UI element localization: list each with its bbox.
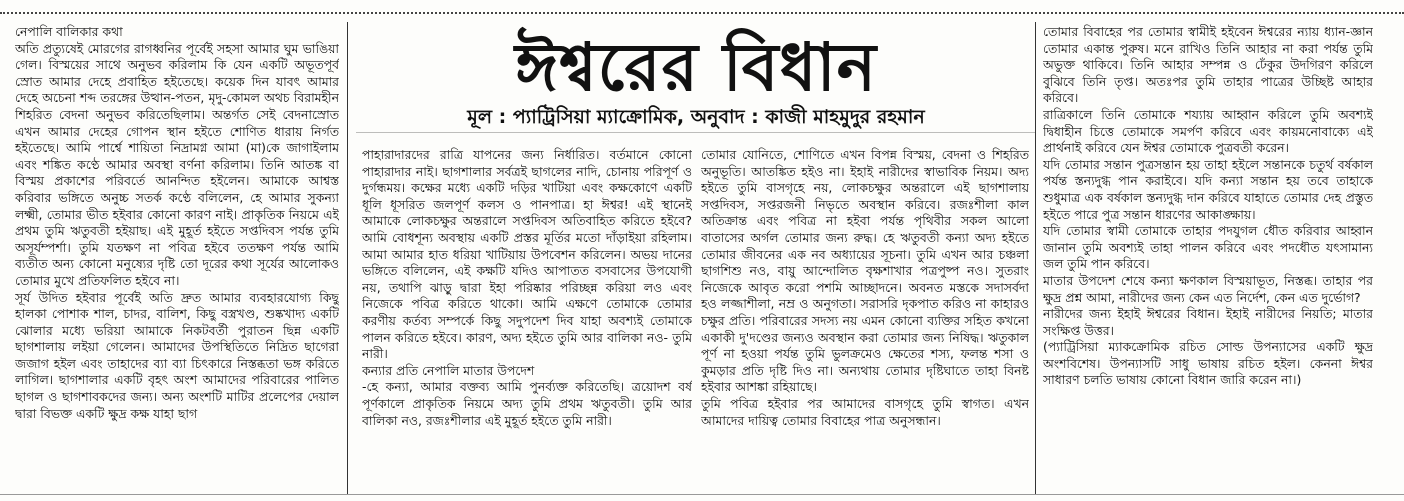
body-paragraph: (প্যাট্রিসিয়া ম্যাকক্রোমিক রচিত সোল্ড উপন্যাসের একটি ক্ষুদ্র অংশবিশেষ। উপন্যাসটি সাধু ভাষায় রচিত হইল। কেননা ঈশ্বর সাধারণ চলতি ভাষায় কোনো বিধান জারি করেন না।): [1043, 339, 1373, 388]
body-paragraph: অতি প্রত্যুষেই মোরগের রাগধ্বনির পূর্বেই সহসা আমার ঘুম ভাঙিয়া গেল। বিস্ময়ের সাথে অনুভব করিলাম কি যেন একটি অভূতপূর্ব স্রোত আমার দেহে প্রবাহিত হইতেছে। কয়েক দিন যাবৎ আমার দেহে অচেনা শব্দ তরঙ্গের উত্থান-পতন, মৃদু-কোমল অথচ বিরামহীন শিহরিত বেদনা অনুভব করিতেছিলাম। অন্তর্গত সেই বেদনাস্রোত এখন আমার দেহের গোপন স্থান হইতে শোণিত ধারায় নির্গত হইতেছে। আমি পার্শ্বে শায়িতা নিদ্রামগ্ন আমা (মা)কে জাগাইলাম এবং শঙ্কিত কণ্ঠে আমার অবস্থা বর্ণনা করিলাম। তিনি আতঙ্ক বা বিস্ময় প্রকাশের পরিবর্তে আনন্দিত হইলেন। আমাকে আশ্বস্ত করিবার ভঙ্গিতে অনুচ্চ সতর্ক কণ্ঠে বলিলেন, হে আমার সুকন্যা লক্ষ্মী, তোমার ভীত হইবার কোনো কারণ নাই। প্রাকৃতিক নিয়মে এই প্রথম তুমি ঋতুবতী হইয়াছ। এই মুহূর্ত হইতে সপ্তদিবস পর্যন্ত তুমি অসূর্যম্পর্শা। তুমি যতক্ষণ না পবিত্র হইবে ততক্ষণ পর্যন্ত আমি ব্যতীত অন্য কোনো মনুষ্যের দৃষ্টি তো দূরের কথা সূর্যের আলোকও তোমার মুখে প্রতিফলিত হইবে না।: [15, 40, 339, 288]
article-title: ঈশ্বরের বিধান: [514, 28, 877, 106]
top-dotted-rule: [0, 12, 1404, 14]
article-byline: মূল : প্যাট্রিসিয়া ম্যাক্রোমিক, অনুবাদ : কাজী মাহমুদুর রহমান: [467, 106, 925, 128]
column-2: [362, 147, 692, 487]
body-paragraph: তুমি পবিত্র হইবার পর আমাদের বাসগৃহে তুমি স্বাগত। এখন আমাদের দায়িত্ব তোমার বিবাহের পাত্র অনুসন্ধান।: [701, 395, 1029, 428]
column-1: [15, 24, 339, 494]
body-paragraph: যদি তোমার সন্তান পুত্রসন্তান হয় তাহা হইলে সন্তানকে চতুর্থ বর্ষকাল পর্যন্ত স্তন্যদুগ্ধ পান করাইবে। যদি কন্যা সন্তান হয় তবে তাহাকে শুধুমাত্র এক বর্ষকাল স্তন্যদুগ্ধ দান করিবে যাহাতে তোমার দেহ প্রস্তুত হইতে পারে পুত্র সন্তান ধারণের আকাঙ্ক্ষায়।: [1043, 156, 1373, 222]
body-paragraph: নারীদের জন্য ইহাই ঈশ্বরের বিধান। ইহাই নারীদের নিয়তি; মাতার সংক্ষিপ্ত উত্তর।: [1043, 306, 1373, 338]
bottom-rule: [0, 494, 1404, 495]
body-paragraph: তোমার যোনিতে, শোণিতে এখন বিপন্ন বিস্ময়, বেদনা ও শিহরিত অনুভূতি। আতঙ্কিত হইও না। ইহাই নারীদের স্বাভাবিক নিয়ম। অদ্য হইতে তুমি বাসগৃহে নয়, লোকচক্ষুর অন্তরালে এই ছাগশালায় সপ্তদিবস, সপ্তরজনী নিভৃতে অবস্থান করিবে। রজঃশীলা কাল অতিক্রান্ত এবং পবিত্র না হইবা পর্যন্ত পৃথিবীর সকল আলো বাতাসের অর্গল তোমার জন্য রুদ্ধ। হে ঋতুবতী কন্যা অদ্য হইতে তোমার জীবনের এক নব অধ্যায়ের সূচনা। তুমি এখন আর চঞ্চলা ছাগশিশু নও, বায়ু আন্দোলিত বৃক্ষশাখার পত্রপুষ্প নও। সুতরাং নিজেকে আবৃত করো পশমি আচ্ছাদনে। অবনত মস্তকে সদাসর্বদা হও লজ্জাশীলা, নম্র ও অনুগতা। সরাসরি দৃকপাত করিও না কাহারও চক্ষুর প্রতি। পরিবারের সদস্য নয় এমন কোনো ব্যক্তির সহিত কখনো একাকী দু'দণ্ডের জন্যও অবস্থান করা তোমার জন্য নিষিদ্ধ। ঋতুকাল পূর্ণ না হওয়া পর্যন্ত তুমি ভুলক্রমেও ক্ষেতের শস্য, ফলন্ত শসা ও কুমড়ার প্রতি দৃষ্টি দিও না। অন্যথায় তোমার দৃষ্টিঘাতে তাহা বিনষ্ট হইবার আশঙ্কা রহিয়াছে।: [701, 147, 1029, 395]
body-paragraph: যদি তোমার স্বামী তোমাকে তাহার পদযুগল ধৌত করিবার আহ্বান জানান তুমি অবশ্যই তাহা পালন করিবে এবং পদধৌত যৎসামান্য জল তুমি পান করিবে।: [1043, 223, 1373, 272]
body-paragraph: মাতার উপদেশ শেষে কন্যা ক্ষণকাল বিস্ময়াভূত, নিস্তব্ধ। তাহার পর ক্ষুদ্র প্রশ্ন আমা, নারীদের জন্য কেন এত নির্দেশ, কেন এত দুর্ভোগ?: [1043, 272, 1373, 305]
body-paragraph: তোমার বিবাহের পর তোমার স্বামীই হইবেন ঈশ্বরের ন্যায় ধ্যান-জ্ঞান তোমার একান্ত পুরুষ। মনে রাখিও তিনি আহার না করা পর্যন্ত তুমি অভুক্ত থাকিবে। তিনি আহার সম্পন্ন ও ঢেঁকুর উদগিরণ করিলে বুঝিবে তিনি তৃপ্ত। অতঃপর তুমি তাহার পাত্রের উচ্ছিষ্ট আহার করিবে।: [1043, 24, 1373, 106]
body-paragraph: সূর্য উদিত হইবার পূর্বেই অতি দ্রুত আমার ব্যবহারযোগ্য কিছু হালকা পোশাক শাল, চাদর, বালিশ, কিছু বস্ত্রখণ্ড, শুষ্কখাদ্য একটি ঝোলার মধ্যে ভরিয়া আমাকে নিকটবর্তী পুরাতন ছিন্ন একটি ছাগশালায় লইয়া গেলেন। আমাদের উপস্থিতিতে নিদ্রিত ছাগেরা জজাগ হইল এবং তাহাদের ব্যা ব্যা চিৎকারে নিস্তব্ধতা ভঙ্গ করিতে লাগিল। ছাগশালার একটি বৃহৎ অংশ আমাদের পরিবারের পালিত ছাগল ও ছাগশাবকদের জন্য। অন্য অংশটি মাটির প্রলেপের দেয়াল দ্বারা বিভক্ত একটি ক্ষুদ্র কক্ষ যাহা ছাগ: [15, 289, 339, 421]
body-paragraph: -হে কন্যা, আমার বক্তব্য আমি পুনর্ব্যক্ত করিতেছি। ত্রয়োদশ বর্ষ পূর্ণকালে প্রাকৃতিক নিয়মে অদ্য তুমি প্রথম ঋতুবতী। তুমি আর বালিকা নও, রজঃশীলার এই মুহূর্ত হইতে তুমি নারী।: [362, 379, 692, 428]
column-4: [1043, 24, 1373, 484]
body-paragraph: পাহারাদারদের রাত্রি যাপনের জন্য নির্ধারিত। বর্তমানে কোনো পাহারাদার নাই। ছাগশালার সর্বত্রই ছাগলের নাদি, চোনায় পরিপূর্ণ ও দুর্গন্ধময়। কক্ষের মধ্যে একটি দড়ির খাটিয়া এবং কক্ষকোণে একটি ধূলি ধূসরিত জলপূর্ণ কলস ও পানপাত্র। হা ঈশ্বর! এই স্থানেই আমাকে লোকচক্ষুর অন্তরালে সপ্তদিবস অতিবাহিত করিতে হইবে? আমি বোধশূন্য অবস্থায় একটি প্রস্তর মূর্তির মতো দাঁড়াইয়া রহিলাম। আমা আমার হাত ধরিয়া খাটিয়ায় উপবেশন করিলেন। অভয় দানের ভঙ্গিতে বলিলেন, এই কক্ষটি যদিও আপাতত বসবাসের উপযোগী নয়, তথাপি ঝাড়ু দ্বারা ইহা পরিষ্কার পরিচ্ছন্ন করিয়া লও এবং নিজেকে পবিত্র করিতে থাকো। আমি এক্ষণে তোমাকে তোমার করণীয় কর্তব্য সম্পর্কে কিছু সদুপদেশ দিব যাহা অবশ্যই তোমাকে পালন করিতে হইবে। কারণ, অদ্য হইতে তুমি আর বালিকা নও- তুমি নারী।: [362, 147, 692, 362]
column-3: [701, 147, 1029, 487]
section-heading: নেপালি বালিকার কথা: [15, 24, 123, 39]
body-paragraph: রাত্রিকালে তিনি তোমাকে শয্যায় আহ্বান করিলে তুমি অবশ্যই দ্বিধাহীন চিত্তে তোমাকে সমর্পণ করিবে এবং কায়মনোবাক্যে এই প্রার্থনাই করিবে যেন ঈশ্বর তোমাকে পুত্রবতী করেন।: [1043, 106, 1373, 156]
headline-rule: [356, 132, 1036, 133]
section-subheading: কন্যার প্রতি নেপালি মাতার উপদেশ: [362, 362, 535, 378]
column-divider: [347, 22, 348, 494]
column-divider: [1035, 22, 1036, 494]
